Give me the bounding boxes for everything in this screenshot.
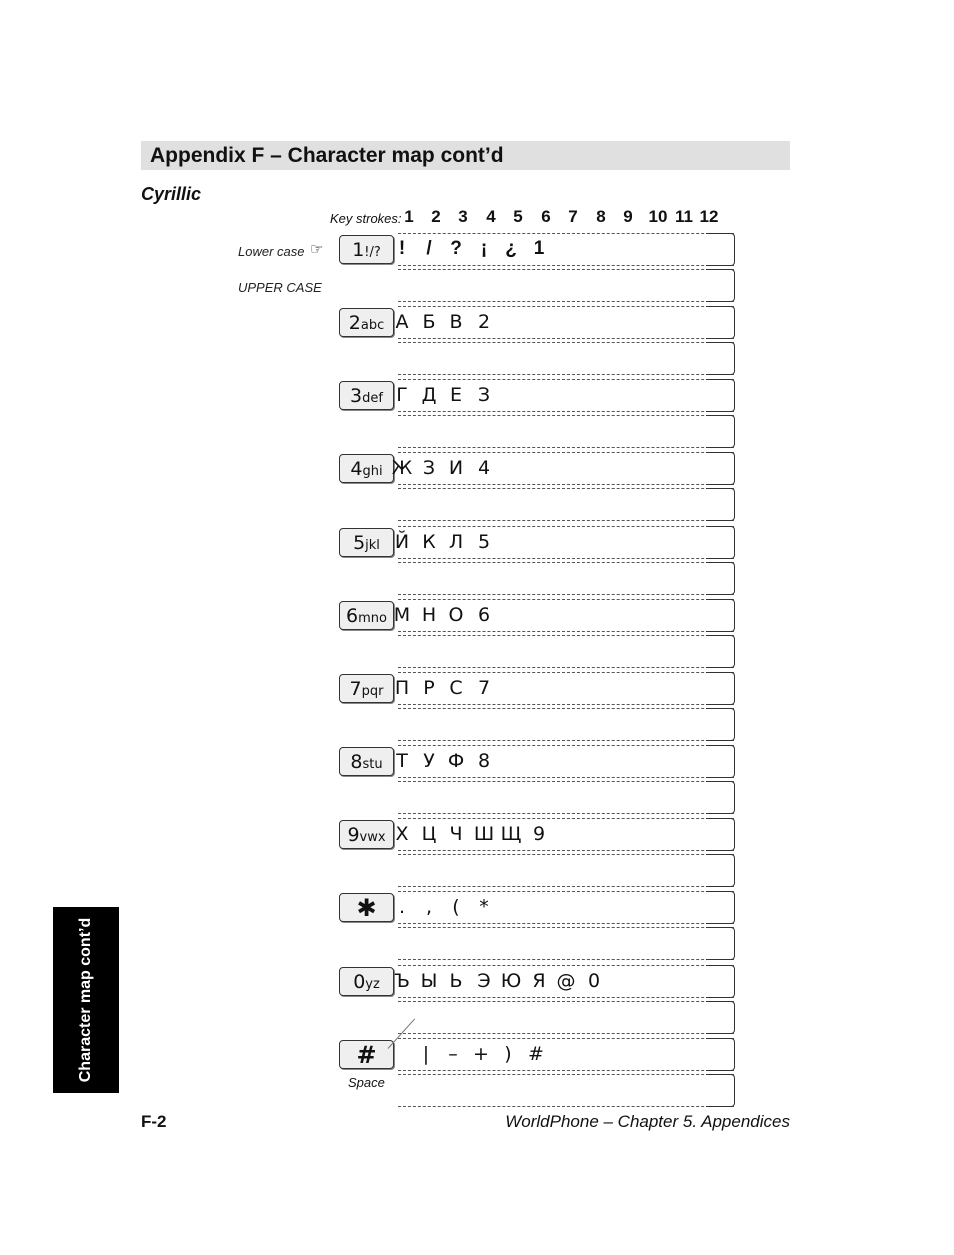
key-digit: 4	[350, 458, 363, 480]
map-character: Е	[449, 384, 462, 406]
map-character: ,	[425, 896, 433, 918]
keypad-key	[339, 747, 394, 776]
map-character: )	[504, 1043, 512, 1065]
map-character: С	[449, 677, 463, 699]
key-stroke-number: 4	[486, 207, 496, 226]
map-character: Ц	[421, 823, 437, 845]
footer-chapter: WorldPhone – Chapter 5. Appendices	[505, 1112, 790, 1131]
row-end-bracket	[706, 891, 735, 924]
key-digit: 0	[353, 971, 366, 993]
upper-case-row	[398, 562, 734, 595]
pointing-hand-icon: ☞	[310, 241, 324, 258]
key-stroke-number: 5	[513, 207, 523, 226]
map-character: 4	[477, 457, 491, 479]
map-character: ¿	[505, 238, 517, 259]
map-character: #	[528, 1043, 544, 1065]
row-end-bracket	[706, 452, 735, 485]
row-end-bracket	[706, 599, 735, 632]
key-digit: 1	[352, 239, 365, 261]
key-letters: abc	[360, 318, 385, 333]
key-stroke-number: 11	[675, 207, 693, 226]
upper-case-row	[398, 635, 734, 668]
keypad-key	[339, 1040, 394, 1069]
upper-case-row	[398, 854, 734, 887]
row-end-bracket	[706, 818, 735, 851]
keypad-key	[339, 893, 394, 922]
map-character: Г	[396, 384, 408, 406]
map-character: 0	[587, 970, 601, 992]
keypad-key	[339, 381, 394, 410]
map-character: Д	[421, 384, 437, 406]
map-character: @	[556, 970, 576, 992]
map-character: ?	[450, 238, 462, 259]
map-character: Щ	[500, 823, 522, 845]
map-character: Р	[423, 677, 435, 699]
row-end-bracket	[706, 965, 735, 998]
map-character: М	[393, 604, 411, 626]
map-character: Б	[422, 311, 436, 333]
map-character: 9	[532, 823, 546, 845]
map-character: –	[448, 1043, 458, 1065]
key-letters: stu	[362, 757, 383, 772]
map-character: 5	[477, 531, 491, 553]
map-character: Ь	[449, 970, 463, 992]
map-character: Ъ	[394, 970, 410, 992]
key-stroke-number: 3	[458, 207, 468, 226]
map-character: ¡	[480, 238, 488, 259]
map-character: П	[394, 677, 410, 699]
keypad-key	[339, 820, 394, 849]
upper-case-row	[398, 927, 734, 960]
map-character: О	[448, 604, 464, 626]
map-character: (	[452, 896, 460, 918]
lower-case-label: Lower case	[238, 244, 305, 259]
key-letters: mno	[358, 611, 387, 626]
key-stroke-number: 10	[648, 207, 668, 226]
key-letters: jkl	[365, 538, 380, 553]
section-subtitle: Cyrillic	[141, 184, 202, 204]
keypad-key	[339, 967, 394, 996]
side-tab-label: Character map cont’d	[77, 917, 94, 1083]
key-digit: 3	[350, 385, 363, 407]
map-character: А	[395, 311, 409, 333]
row-end-bracket	[706, 672, 735, 705]
keypad-key	[339, 235, 394, 264]
row-end-bracket	[706, 745, 735, 778]
row-end-bracket	[706, 1038, 735, 1071]
keypad-key	[339, 308, 394, 337]
key-digit: 8	[350, 751, 363, 773]
key-letters: ghi	[362, 464, 383, 479]
row-end-bracket	[706, 1001, 735, 1034]
key-digit: 7	[349, 678, 362, 700]
key-letters: def	[362, 391, 383, 406]
upper-case-row	[398, 708, 734, 741]
row-end-bracket	[706, 927, 735, 960]
map-character: 6	[477, 604, 491, 626]
map-character: Н	[421, 604, 437, 626]
title-bar	[141, 141, 790, 170]
map-character: *	[479, 896, 489, 918]
key-digit: 9	[347, 824, 360, 846]
key-strokes-label: Key strokes:	[330, 211, 402, 226]
key-letters: pqr	[361, 684, 384, 699]
map-character: З	[477, 384, 491, 406]
key-stroke-number: 8	[596, 207, 606, 226]
row-end-bracket	[706, 269, 735, 302]
map-character: 8	[477, 750, 491, 772]
keypad-key	[339, 528, 394, 557]
key-stroke-number: 1	[404, 207, 414, 226]
keypad-key	[339, 454, 394, 483]
page-number: F-2	[141, 1112, 167, 1131]
row-end-bracket	[706, 415, 735, 448]
keypad-key	[339, 674, 394, 703]
map-character: Ч	[449, 823, 463, 845]
key-stroke-number: 9	[623, 207, 633, 226]
map-character: Ж	[391, 457, 413, 479]
map-character: +	[473, 1043, 489, 1065]
map-character: 7	[477, 677, 491, 699]
row-end-bracket	[706, 781, 735, 814]
map-character: Т	[396, 750, 408, 772]
upper-case-row	[398, 269, 734, 302]
key-stroke-number: 12	[699, 207, 719, 226]
key-digit: ✱	[356, 894, 377, 922]
map-character: Х	[395, 823, 409, 845]
keypad-key	[339, 601, 394, 630]
upper-case-row	[398, 781, 734, 814]
map-character: Л	[448, 531, 464, 553]
row-end-bracket	[706, 233, 735, 266]
map-character: В	[449, 311, 463, 333]
side-tab	[53, 907, 119, 1093]
map-character: Й	[394, 531, 410, 553]
upper-case-label: UPPER CASE	[238, 280, 322, 295]
key-digit: #	[356, 1041, 377, 1069]
key-digit: 2	[348, 312, 361, 334]
map-character: Ф	[447, 750, 465, 772]
map-character: Ы	[420, 970, 438, 992]
upper-case-row	[398, 342, 734, 375]
map-character: |	[422, 1043, 430, 1065]
row-end-bracket	[706, 635, 735, 668]
key-stroke-number: 7	[568, 207, 578, 226]
row-end-bracket	[706, 708, 735, 741]
space-label: Space	[348, 1075, 385, 1090]
key-letters: yz	[365, 977, 380, 992]
map-character: К	[422, 531, 436, 553]
map-character: И	[448, 457, 464, 479]
row-end-bracket	[706, 854, 735, 887]
key-stroke-number: 6	[541, 207, 551, 226]
map-character: Ю	[500, 970, 522, 992]
map-character: 1	[533, 238, 545, 259]
key-digit: 6	[346, 605, 359, 627]
upper-case-row	[398, 415, 734, 448]
row-end-bracket	[706, 342, 735, 375]
map-character: Я	[532, 970, 546, 992]
map-character: У	[423, 750, 435, 772]
page-title: Appendix F – Character map cont’d	[150, 144, 504, 167]
map-character: Э	[477, 970, 491, 992]
row-end-bracket	[706, 306, 735, 339]
map-character: З	[422, 457, 436, 479]
row-end-bracket	[706, 562, 735, 595]
key-letters: vwx	[359, 830, 386, 845]
upper-case-row	[398, 1001, 734, 1034]
key-letters: !/?	[364, 245, 381, 260]
row-end-bracket	[706, 1074, 735, 1107]
upper-case-row	[398, 488, 734, 521]
map-character: Ш	[473, 823, 495, 845]
map-character: 2	[477, 311, 491, 333]
map-character: !	[398, 238, 406, 259]
map-character: /	[426, 238, 432, 259]
row-end-bracket	[706, 488, 735, 521]
row-end-bracket	[706, 526, 735, 559]
upper-case-row	[398, 1074, 734, 1107]
key-stroke-number: 2	[431, 207, 441, 226]
key-digit: 5	[353, 532, 366, 554]
row-end-bracket	[706, 379, 735, 412]
map-character: .	[398, 896, 406, 918]
